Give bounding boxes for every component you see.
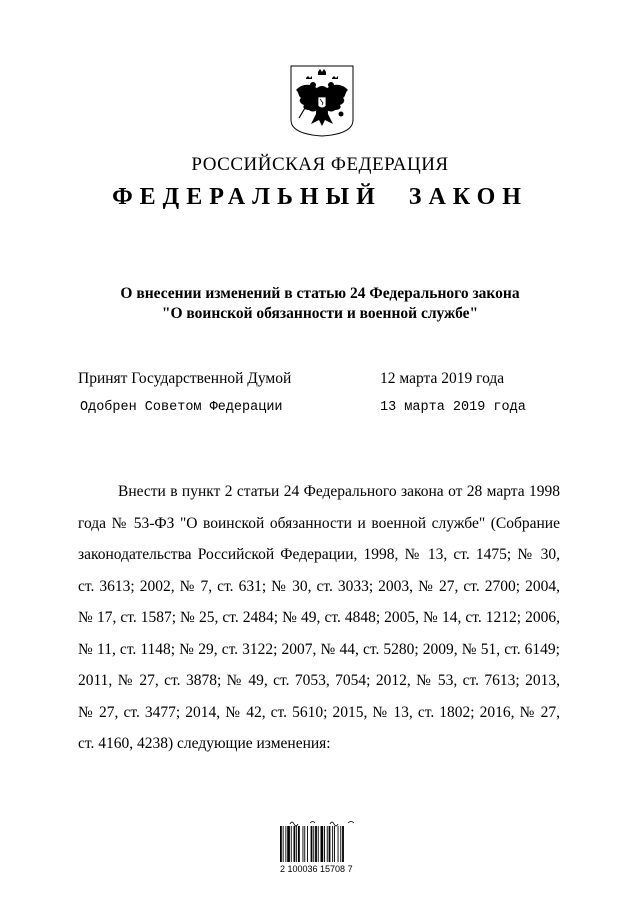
body-line: ст. 3613; 2002, № 7, ст. 631; № 30, ст. 3033; 2003, № 27, ст. 2700; 2004, xyxy=(78,577,560,595)
law-title xyxy=(0,284,640,324)
law-title-line-2: "О воинской обязанности и военной службе" xyxy=(161,305,479,322)
law-title-line-1: О внесении изменений в статью 24 Федерального закона xyxy=(120,285,520,302)
barcode-number: 2 100036 15708 7 xyxy=(280,864,353,874)
adoption-council-date: 13 марта 2019 года xyxy=(380,400,526,415)
body-line: 2011, № 27, ст. 3878; № 49, ст. 7053, 7054; 2012, № 53, ст. 7613; 2013, xyxy=(78,672,560,689)
body-line: Внести в пункт 2 статьи 24 Федерального закона от 28 марта 1998 xyxy=(118,483,560,500)
body-line: законодательства Российской Федерации, 1998, № 13, ст. 1475; № 30, xyxy=(78,546,560,563)
body-line: № 11, ст. 1148; № 29, ст. 3122; 2007, № 44, ст. 5280; 2009, № 51, ст. 6149; xyxy=(78,640,560,658)
body-line: № 27, ст. 3477; 2014, № 42, ст. 5610; 2015, № 13, ст. 1802; 2016, № 27, xyxy=(78,703,560,721)
adoption-council-label: Одобрен Советом Федерации xyxy=(80,400,283,415)
barcode xyxy=(280,818,368,862)
body-line: № 17, ст. 1587; № 25, ст. 2484; № 49, ст. 4848; 2005, № 14, ст. 1212; 2006, xyxy=(78,609,560,626)
russian-coat-of-arms-icon xyxy=(289,64,355,138)
body-line: года № 53-ФЗ "О воинской обязанности и военной службе" (Собрание xyxy=(78,514,560,532)
document-type: ФЕДЕРАЛЬНЫЙ ЗАКОН xyxy=(112,184,528,210)
adoption-duma-label: Принят Государственной Думой xyxy=(78,370,292,387)
body-line: ст. 4160, 4238) следующие изменения: xyxy=(78,735,331,752)
country-name: РОССИЙСКАЯ ФЕДЕРАЦИЯ xyxy=(191,154,449,175)
adoption-duma-date: 12 марта 2019 года xyxy=(380,370,505,387)
law-body-paragraph xyxy=(78,476,560,760)
